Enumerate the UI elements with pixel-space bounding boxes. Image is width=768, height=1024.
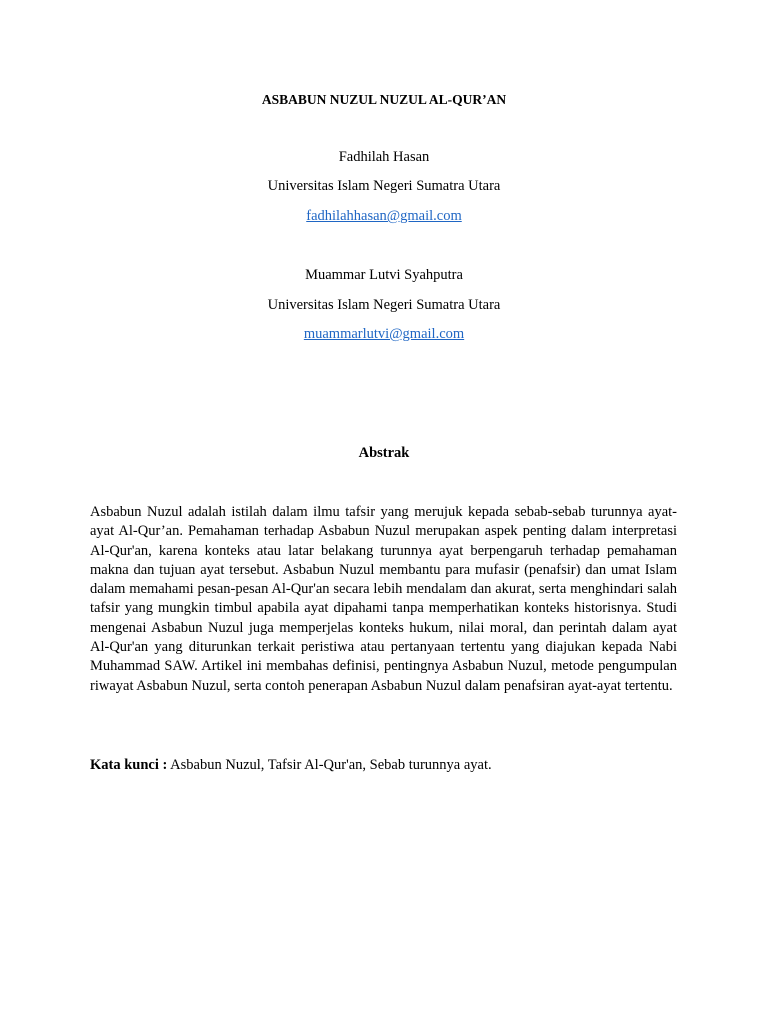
keywords-line: [90, 756, 677, 775]
keywords-label: Kata kunci :: [90, 757, 168, 773]
abstract-heading: Abstrak: [358, 445, 410, 461]
author-1-name: Fadhilah Hasan: [338, 149, 430, 165]
author-2-email-row: [0, 326, 768, 343]
author-1-email-row: [0, 208, 768, 225]
author-1-affiliation: Universitas Islam Negeri Sumatra Utara: [267, 178, 501, 194]
document-title: ASBABUN NUZUL NUZUL AL-QUR’AN: [261, 92, 507, 107]
abstract-body: Asbabun Nuzul adalah istilah dalam ilmu tafsir yang merujuk kepada sebab-sebab turunnya ayat-ayat Al-Qur’an. Pemahaman terhadap Asbabun Nuzul merupakan aspek penting dalam interpretasi Al-Qur'an, karena konteks atau latar belakang turunnya ayat berpengaruh terhadap pemahaman makna dan tujuan ayat tersebut. Asbabun Nuzul membantu para mufasir (penafsir) dan umat Islam dalam memahami pesan-pesan Al-Qur'an secara lebih mendalam dan akurat, serta menghindari salah tafsir yang mungkin timbul apabila ayat dipahami tanpa memperhatikan konteks historisnya. Studi mengenai Asbabun Nuzul juga memperjelas konteks hukum, nilai moral, dan perintah dalam ayat Al-Qur'an yang diturunkan terkait peristiwa atau pertanyaan tertentu yang diajukan kepada Nabi Muhammad SAW. Artikel ini membahas definisi, pentingnya Asbabun Nuzul, metode pengumpulan riwayat Asbabun Nuzul, serta contoh penerapan Asbabun Nuzul dalam penafsiran ayat-ayat tertentu.: [90, 504, 677, 694]
author-2-affiliation: Universitas Islam Negeri Sumatra Utara: [267, 297, 501, 313]
author-1-email-link[interactable]: fadhilahhasan@gmail.com: [306, 208, 462, 224]
keywords-text: Asbabun Nuzul, Tafsir Al-Qur'an, Sebab turunnya ayat.: [170, 757, 492, 773]
author-2-name: Muammar Lutvi Syahputra: [305, 267, 463, 283]
author-2-email-link[interactable]: muammarlutvi@gmail.com: [303, 326, 465, 342]
